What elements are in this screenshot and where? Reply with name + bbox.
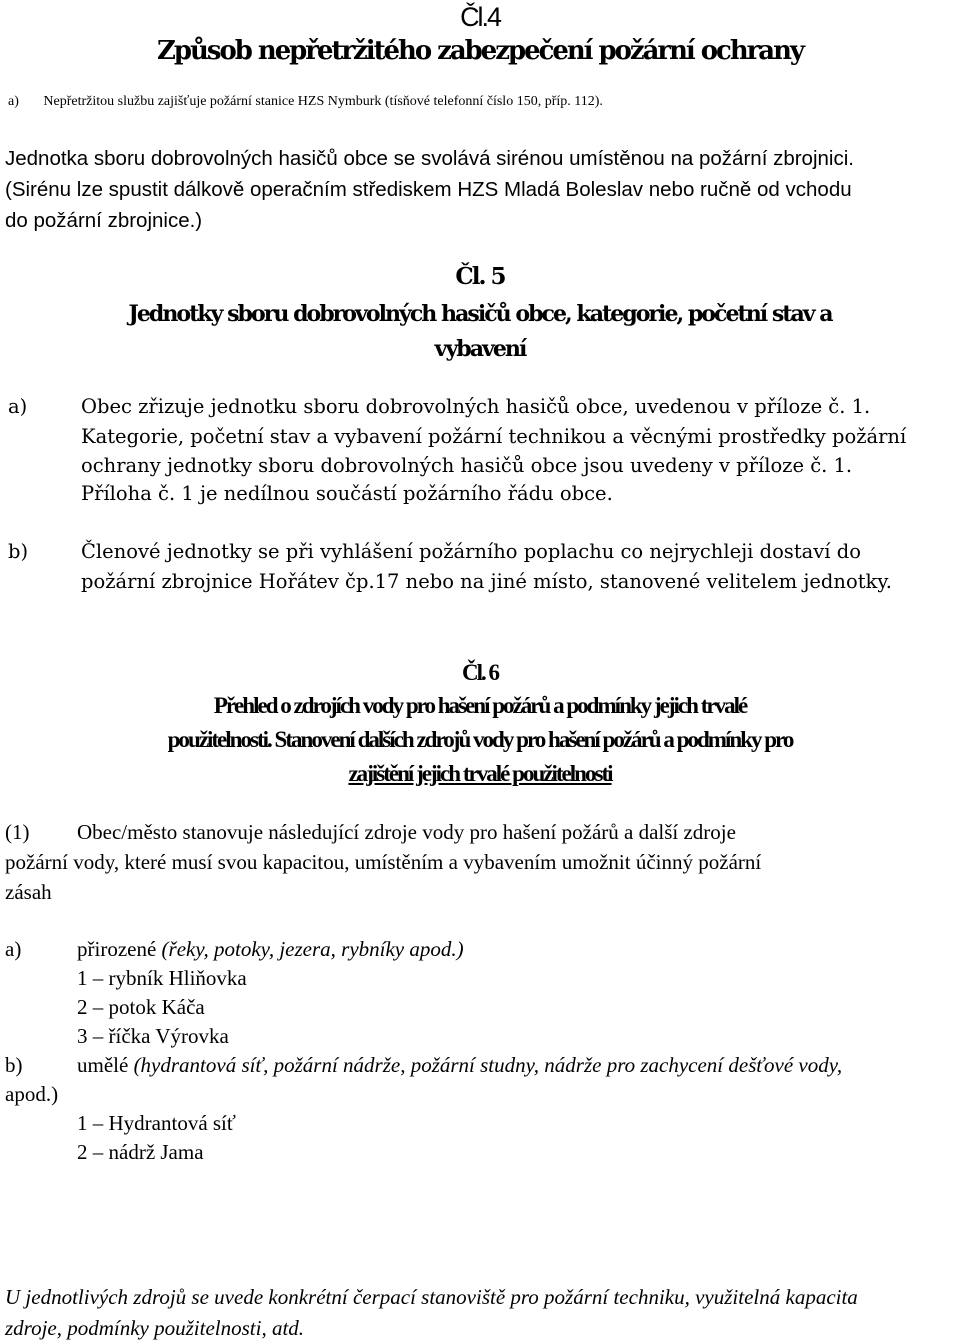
natural-sources-label-wrap (77, 937, 464, 962)
article-4-title: Způsob nepřetržitého zabezpečení požární ochrany (157, 36, 803, 66)
article-6-title-line-3: zajištění jejich trvalé použitelnosti (348, 760, 612, 786)
article-4-paragraph-line-1: Jednotka sboru dobrovolných hasičů obce se svolává sirénou umístěnou na požární zbrojnici. (5, 147, 854, 170)
natural-source-item-text: 2 – potok Káča (77, 995, 205, 1019)
article-4-paragraph-line-2: (Sirénu lze spustit dálkově operačním střediskem HZS Mladá Boleslav nebo ručně od vchodu (5, 178, 852, 201)
artificial-sources-label-wrap (77, 1053, 842, 1078)
article-6-title-line-2: použitelnosti. Stanovení dalších zdrojů vody pro hašení požárů a podmínky pro (167, 726, 793, 752)
article-5-item-a-text: Obec zřizuje jednotku sboru dobrovolných hasičů obce, uvedenou v příloze č. 1. (81, 395, 871, 418)
natural-source-item-text: 1 – rybník Hliňovka (77, 966, 247, 990)
article-4-number: Čl.4 (460, 2, 500, 32)
article-5-item-a-text: Kategorie, početní stav a vybavení požární technikou a věcnými prostředky požární (81, 425, 907, 448)
article-6-footnote-line-2: zdroje, podmínky použitelnosti, atd. (5, 1316, 305, 1340)
article-4-paragraph-line-3: do požární zbrojnice.) (5, 209, 203, 232)
artificial-sources-note-continued: apod.) (5, 1082, 59, 1106)
article-5-item-a-marker: a) (8, 395, 28, 418)
artificial-sources-marker: b) (5, 1053, 23, 1077)
natural-sources-note: (řeky, potoky, jezera, rybníky apod.) (161, 937, 464, 961)
article-5-item-b-marker: b) (8, 540, 29, 563)
natural-sources-label: přirozené (77, 937, 157, 961)
article-5-title-line-1: Jednotky sboru dobrovolných hasičů obce, kategorie, početní stav a (128, 301, 832, 327)
artificial-sources-label: umělé (77, 1053, 129, 1077)
article-4-item-a-text: Nepřetržitou službu zajišťuje požární stanice HZS Nymburk (tísňové telefonní číslo 150, příp. 112). (43, 94, 603, 109)
article-5-item-a-text: ochrany jednotky sboru dobrovolných hasičů obce jsou uvedeny v příloze č. 1. (81, 454, 853, 477)
article-5-item-a-text: Příloha č. 1 je nedílnou součástí požárního řádu obce. (81, 482, 613, 505)
article-6-paragraph-1-line-2: požární vody, které musí svou kapacitou, umístěním a vybavením umožnit účinný požární (5, 850, 762, 874)
article-6-paragraph-1-text: Obec/město stanovuje následující zdroje vody pro hašení požárů a další zdroje (77, 820, 736, 844)
artificial-source-item-text: 1 – Hydrantová síť (77, 1111, 236, 1135)
article-5-number: Čl. 5 (455, 263, 505, 290)
article-6-paragraph-1-line-3: zásah (5, 880, 52, 904)
article-6-title-line-1: Přehled o zdrojích vody pro hašení požárů a podmínky jejich trvalé (213, 692, 747, 718)
natural-source-item-text: 3 – říčka Výrovka (77, 1024, 229, 1048)
natural-sources-marker: a) (5, 937, 22, 961)
article-4-item-a (8, 94, 603, 110)
artificial-sources-note: (hydrantová síť, požární nádrže, požární studny, nádrže pro zachycení dešťové vody, (133, 1053, 843, 1077)
article-5-item-b-text: požární zbrojnice Hořátev čp.17 nebo na jiné místo, stanovené velitelem jednotky. (81, 570, 892, 593)
article-6-number: Čl. 6 (461, 659, 499, 685)
artificial-source-item-text: 2 – nádrž Jama (77, 1140, 204, 1164)
article-4-item-a-marker: a) (8, 94, 19, 109)
article-6-footnote-line-1: U jednotlivých zdrojů se uvede konkrétní čerpací stanoviště pro požární techniku, využitelná kapacita (5, 1285, 858, 1309)
article-5-title-line-2: vybavení (434, 336, 526, 362)
article-6-paragraph-1-marker: (1) (5, 820, 30, 844)
article-5-item-b-text: Členové jednotky se při vyhlášení požárního poplachu co nejrychleji dostaví do (81, 540, 861, 563)
